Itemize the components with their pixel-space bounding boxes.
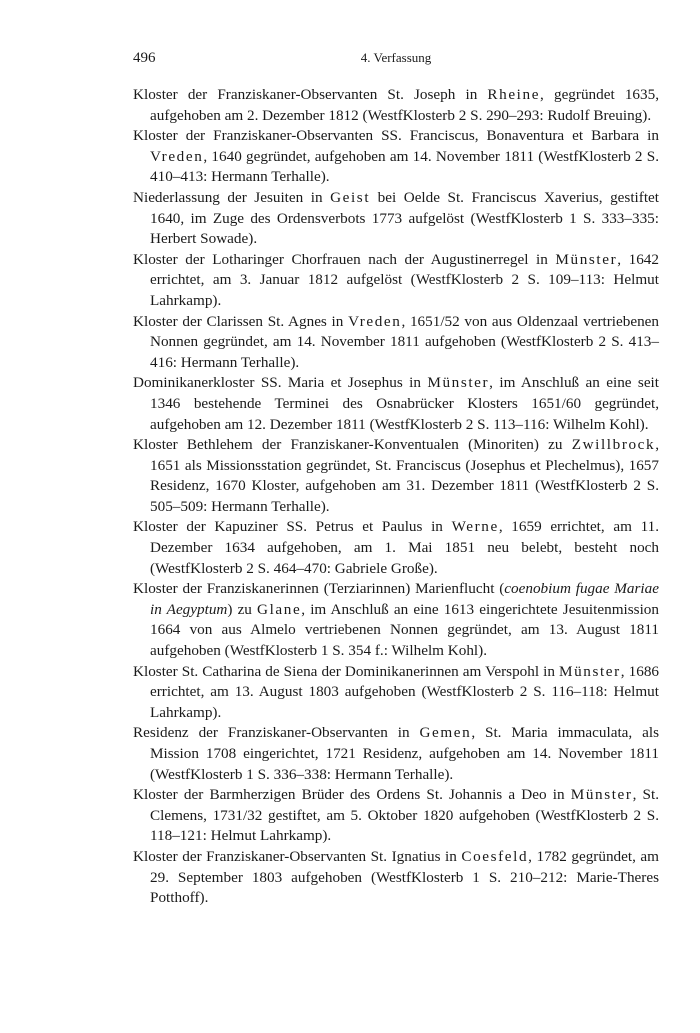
page-number: 496 xyxy=(133,50,156,66)
entry-text: Kloster Bethlehem der Franziskaner-Konventualen (Minoriten) zu xyxy=(133,436,572,454)
entry-text: Kloster der Franziskaner-Observanten St. Ignatius in xyxy=(133,847,462,865)
entry-text: Kloster der Franziskaner-Observanten SS. Franciscus, Bonaventura et Barbara in xyxy=(133,127,659,145)
list-entry xyxy=(133,250,659,312)
place-name: Rheine xyxy=(487,86,541,103)
list-entry xyxy=(133,847,659,909)
place-name: Münster xyxy=(558,662,621,680)
entry-text: ) zu xyxy=(227,600,258,618)
list-entry xyxy=(133,312,659,374)
list-entry xyxy=(133,662,659,724)
place-name: Vreden xyxy=(348,312,402,330)
entry-text: , 1642 errichtet, am 3. Januar 1812 aufgelöst (WestfKlosterb 2 S. 109–113: Helmut Lahrkamp). xyxy=(150,250,659,309)
place-name: Zwillbrock xyxy=(571,436,656,454)
entry-text: , 1686 errichtet, am 13. August 1803 aufgehoben (WestfKlosterb 2 S. 116–118: Helmut Lahrkamp). xyxy=(150,662,659,721)
running-title: 4. Verfassung xyxy=(360,50,432,65)
entry-text: , 1651/52 von aus Oldenzaal vertriebenen Nonnen gegründet, am 14. November 1811 aufgehoben (WestfKlosterb 2 S. 413–416: Hermann Terhalle). xyxy=(150,312,659,371)
list-entry xyxy=(133,188,659,250)
list-entry xyxy=(133,723,659,785)
entry-text: Residenz der Franziskaner-Observanten in xyxy=(133,724,420,742)
place-name: Münster xyxy=(555,250,618,268)
entry-text: , gegründet 1635, aufgehoben am 2. Dezember 1812 (WestfKlosterb 2 S. 290–293: Rudolf Breuing). xyxy=(150,86,659,124)
list-entry xyxy=(133,785,659,847)
place-name: Münster xyxy=(427,374,490,392)
entry-text: Kloster der Franziskaner-Observanten St. Joseph in xyxy=(133,86,488,103)
entry-text: , 1640 gegründet, aufgehoben am 14. November 1811 (WestfKlosterb 2 S. 410–413: Hermann Terhalle). xyxy=(150,147,659,186)
place-name: Münster xyxy=(570,786,633,804)
place-name: Vreden xyxy=(150,147,204,165)
list-entry xyxy=(133,435,659,517)
entry-text: , St. Clemens, 1731/32 gestiftet, am 5. Oktober 1820 aufgehoben (WestfKlosterb 2 S. 118–121: Helmut Lahrkamp). xyxy=(150,786,659,845)
place-name: Glane xyxy=(257,600,302,618)
entry-text: , 1651 als Missionsstation gegründet, St. Franciscus (Josephus et Plechelmus), 1657 Residenz, 1670 Kloster, aufgehoben am 31. Dezember 1811 (WestfKlosterb 2 S. 505–509: Hermann Terhalle). xyxy=(150,436,659,515)
place-name: Geist xyxy=(330,188,371,206)
entry-text: , St. Maria immaculata, als Mission 1708 eingerichtet, 1721 Residenz, aufgehoben am 14. November 1811 (WestfKlosterb 1 S. 336–338: Hermann Terhalle). xyxy=(150,724,659,783)
entry-text: Kloster der Franziskanerinnen (Terziarinnen) Marienflucht ( xyxy=(133,580,505,598)
entry-text: Kloster der Barmherzigen Brüder des Ordens St. Johannis a Deo in xyxy=(133,786,571,804)
entry-text: , 1782 gegründet, am 29. September 1803 aufgehoben (WestfKlosterb 1 S. 210–212: Marie-Theres Potthoff). xyxy=(150,847,659,907)
place-name: Coesfeld xyxy=(461,847,529,865)
place-name: Gemen xyxy=(419,724,472,742)
entry-text: Kloster der Lotharinger Chorfrauen nach der Augustinerregel in xyxy=(133,250,556,268)
entry-text: bei Oelde St. Franciscus Xaverius, gestiftet 1640, im Zuge des Ordensverbots 1773 aufgelöst (WestfKlosterb 1 S. 333–335: Herbert Sowade). xyxy=(150,188,659,248)
entry-text: Kloster der Kapuziner SS. Petrus et Paulus in xyxy=(133,518,452,536)
monastery-list xyxy=(133,85,659,909)
list-entry xyxy=(133,373,659,435)
latin-term: coenobium fugae Mariae in Aegyptum xyxy=(150,580,659,618)
entry-text: Kloster St. Catharina de Siena der Dominikanerinnen am Verspohl in xyxy=(133,662,559,680)
list-entry xyxy=(133,85,659,126)
list-entry xyxy=(133,126,659,188)
entry-text: Niederlassung der Jesuiten in xyxy=(133,188,331,206)
list-entry xyxy=(133,517,659,579)
page-header xyxy=(133,50,659,72)
entry-text: , im Anschluß an eine seit 1346 bestehende Terminei des Osnabrücker Klosters 1651/60 gegründet, aufgehoben am 12. Dezember 1811 (WestfKlosterb 2 S. 113–116: Wilhelm Kohl). xyxy=(150,374,660,433)
list-entry xyxy=(133,579,659,661)
place-name: Werne xyxy=(451,518,499,536)
entry-text: , 1659 errichtet, am 11. Dezember 1634 aufgehoben, am 1. Mai 1851 neu belebt, besteht noch (WestfKlosterb 2 S. 464–470: Gabriele Große). xyxy=(150,518,659,577)
entry-text: Dominikanerkloster SS. Maria et Josephus in xyxy=(133,374,428,392)
entry-text: , im Anschluß an eine 1613 eingerichtete Jesuitenmission 1664 von aus Almelo vertriebenen Nonnen gegründet, am 13. August 1811 aufgehoben (WestfKlosterb 1 S. 354 f.: Wilhelm Kohl). xyxy=(150,600,659,660)
entry-text: Kloster der Clarissen St. Agnes in xyxy=(133,312,349,330)
